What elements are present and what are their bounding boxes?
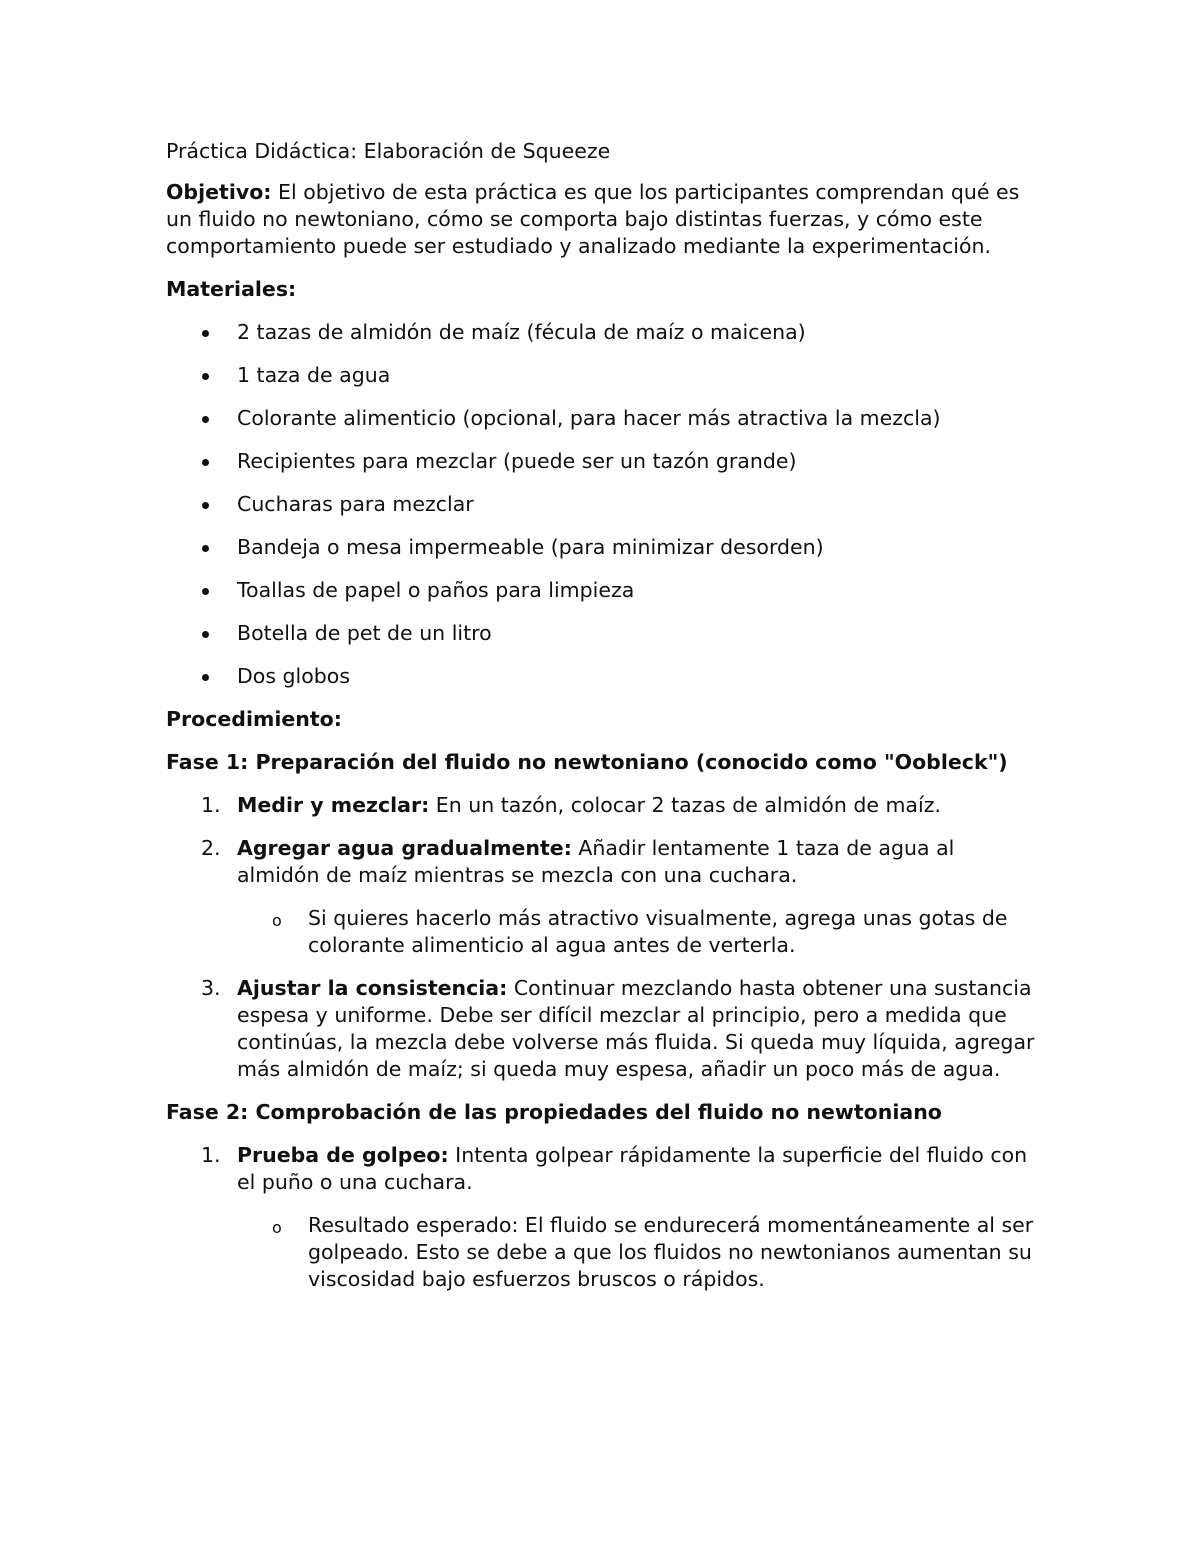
material-text: Bandeja o mesa impermeable (para minimizar desorden) [237,535,824,559]
step-item [166,835,1036,959]
list-item [166,491,1036,518]
material-text: Recipientes para mezclar (puede ser un tazón grande) [237,449,797,473]
step-number: 2. [201,836,221,860]
sub-item-text: Si quieres hacerlo más atractivo visualmente, agrega unas gotas de colorante alimenticio al agua antes de verterla. [308,906,1008,957]
step-label: Prueba de golpeo: [237,1143,449,1167]
bullet-icon [202,674,209,681]
bullet-icon [202,330,209,337]
step-label: Ajustar la consistencia: [237,976,508,1000]
circle-bullet-icon: o [272,1218,282,1237]
material-text: Toallas de papel o paños para limpieza [237,578,635,602]
phase1-heading: Fase 1: Preparación del fluido no newtoniano (conocido como "Oobleck") [166,750,1008,774]
material-text: 2 tazas de almidón de maíz (fécula de maíz o maicena) [237,320,806,344]
sub-list [237,905,1036,959]
list-item [166,577,1036,604]
bullet-icon [202,502,209,509]
step-number: 1. [201,1143,221,1167]
sub-list [237,1212,1036,1293]
material-text: Botella de pet de un litro [237,621,492,645]
document-title: Práctica Didáctica: Elaboración de Squeeze [166,139,611,163]
phase2-steps [166,1142,1036,1293]
bullet-icon [202,459,209,466]
step-number: 3. [201,976,221,1000]
bullet-icon [202,373,209,380]
objective-label: Objetivo: [166,180,272,204]
materials-list [166,319,1036,690]
step-text: Intenta golpear rápidamente la superficie del fluido con el puño o una cuchara. [237,1143,1028,1194]
circle-bullet-icon: o [272,911,282,930]
objective-paragraph [166,179,1036,260]
step-item [166,1142,1036,1293]
phase2-heading: Fase 2: Comprobación de las propiedades del fluido no newtoniano [166,1100,942,1124]
material-text: Dos globos [237,664,351,688]
list-item [166,319,1036,346]
list-item [166,362,1036,389]
list-item [166,534,1036,561]
list-item [166,405,1036,432]
procedure-heading: Procedimiento: [166,707,342,731]
bullet-icon [202,545,209,552]
sub-list-item [237,905,1036,959]
step-item [166,975,1036,1083]
material-text: Colorante alimenticio (opcional, para hacer más atractiva la mezcla) [237,406,941,430]
phase1-steps [166,792,1036,1083]
bullet-icon [202,416,209,423]
sub-item-text: Resultado esperado: El fluido se endurecerá momentáneamente al ser golpeado. Esto se debe a que los fluidos no newtonianos aumentan su viscosidad bajo esfuerzos bruscos o rápidos. [308,1213,1034,1291]
material-text: 1 taza de agua [237,363,391,387]
step-text: Continuar mezclando hasta obtener una sustancia espesa y uniforme. Debe ser difícil mezclar al principio, pero a medida que continúas, la mezcla debe volverse más fluida. Si queda muy líquida, agregar más almidón de maíz; si queda muy espesa, añadir un poco más de agua. [237,976,1035,1081]
material-text: Cucharas para mezclar [237,492,474,516]
materials-heading: Materiales: [166,277,297,301]
list-item [166,620,1036,647]
list-item [166,663,1036,690]
objective-text: El objetivo de esta práctica es que los participantes comprendan qué es un fluido no newtoniano, cómo se comporta bajo distintas fuerzas, y cómo este comportamiento puede ser estudiado y analizado mediante la experimentación. [166,180,1020,258]
document-page [166,138,1036,1309]
bullet-icon [202,588,209,595]
bullet-icon [202,631,209,638]
step-number: 1. [201,793,221,817]
step-label: Agregar agua gradualmente: [237,836,572,860]
sub-list-item [237,1212,1036,1293]
step-text: En un tazón, colocar 2 tazas de almidón de maíz. [429,793,941,817]
list-item [166,448,1036,475]
step-label: Medir y mezclar: [237,793,430,817]
step-text: Añadir lentamente 1 taza de agua al almidón de maíz mientras se mezcla con una cuchara. [237,836,955,887]
step-item [166,792,1036,819]
